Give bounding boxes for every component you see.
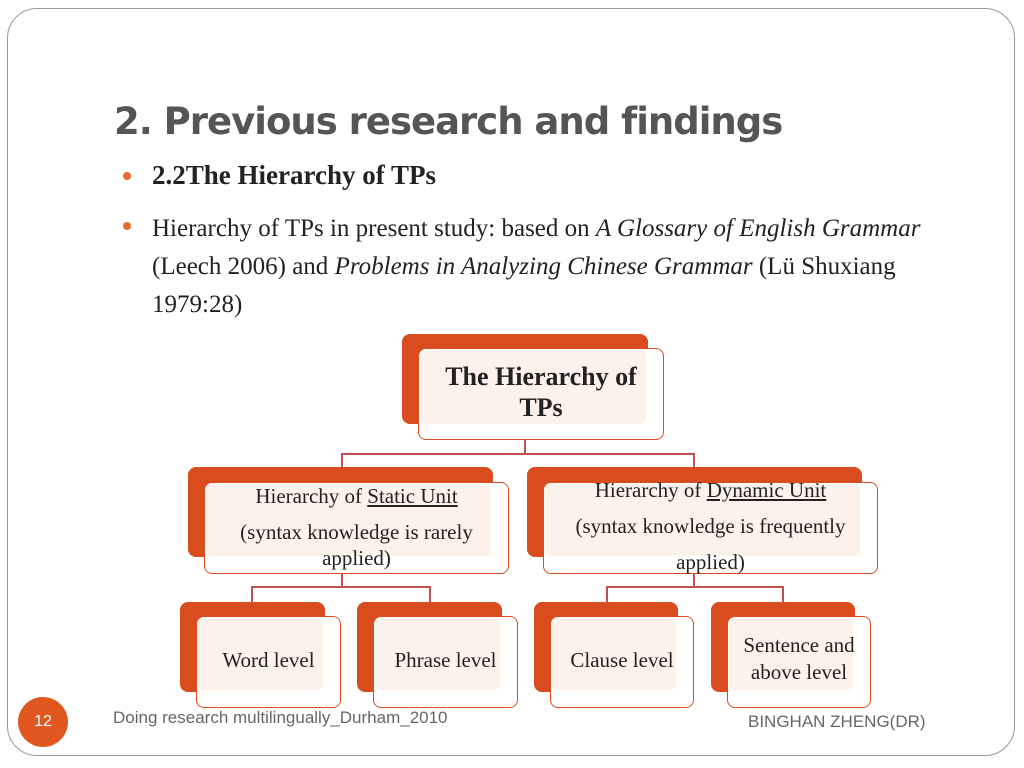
bullet-description: Hierarchy of TPs in present study: based on A Glossary of English Grammar (Leech 2006) and Problems in Analyzing Chinese Grammar (Lü Shuxiang 1979:28) [152,215,921,318]
footer-right: BINGHAN ZHENG(DR) [748,712,926,731]
root-label: The Hierarchy of TPs [445,362,637,422]
footer-left: Doing research multilingually_Durham_2010 [113,708,448,727]
leaf-label: Word level [222,648,315,672]
leaf-label: Clause level [570,648,674,672]
bullet-dot [123,172,131,180]
static-unit-label-end: applied) [322,546,391,570]
leaf-label: Sentence and above level [743,633,855,684]
leaf-label: Phrase level [394,648,497,672]
dynamic-unit-label-end: applied) [676,550,745,574]
dynamic-unit-label: Hierarchy of Dynamic Unit (syntax knowledge is frequently [575,478,846,538]
bullet-heading: 2.2The Hierarchy of TPs [152,160,436,190]
static-unit-label: Hierarchy of Static Unit (syntax knowledge is rarely [240,484,473,544]
bullet-dot [123,222,131,230]
page-number: 12 [18,697,68,747]
slide-title: 2. Previous research and findings [114,100,783,143]
